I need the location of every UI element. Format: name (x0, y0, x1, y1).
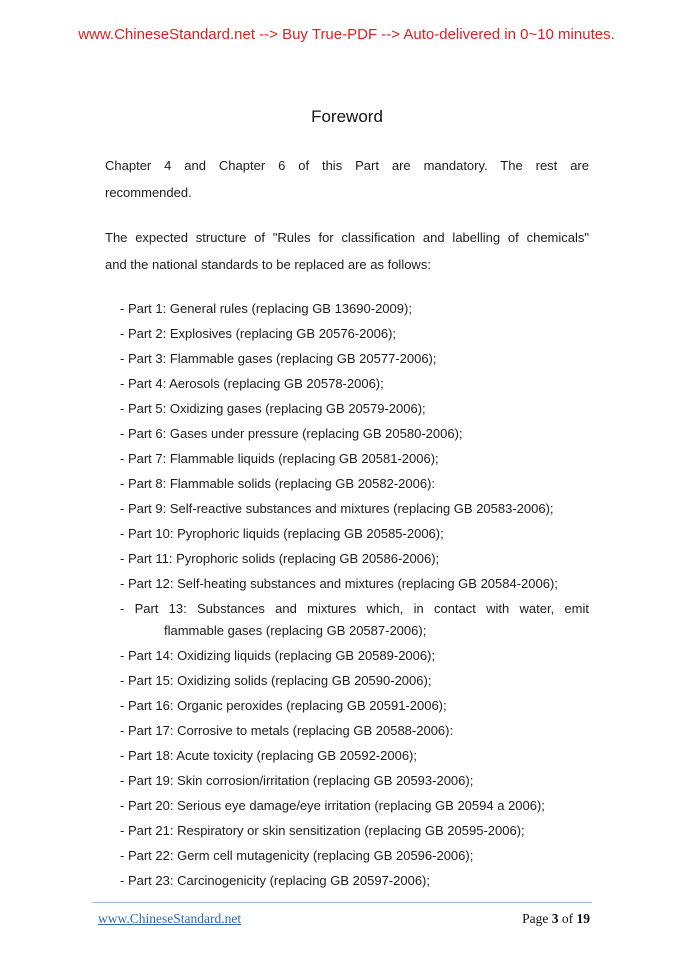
part-list-item: - Part 19: Skin corrosion/irritation (replacing GB 20593-2006); (120, 773, 474, 788)
paragraph (105, 152, 589, 206)
part-list-item: - Part 6: Gases under pressure (replacing GB 20580-2006); (120, 426, 463, 441)
part-list-item: - Part 15: Oxidizing solids (replacing GB 20590-2006); (120, 673, 432, 688)
part-list-item: - Part 14: Oxidizing liquids (replacing GB 20589-2006); (120, 648, 436, 663)
page-title: Foreword (311, 107, 383, 126)
parts-list (105, 296, 589, 893)
page-number-current: 3 (551, 911, 559, 926)
page-number-middle: of (561, 911, 574, 926)
part-list-item: - Part 11: Pyrophoric solids (replacing GB 20586-2006); (120, 551, 440, 566)
part-list-item: - Part 22: Germ cell mutagenicity (replacing GB 20596-2006); (120, 848, 474, 863)
part-list-item: - Part 2: Explosives (replacing GB 20576-2006); (120, 326, 397, 341)
part-list-item: - Part 18: Acute toxicity (replacing GB 20592-2006); (120, 748, 417, 763)
promo-banner-link[interactable]: www.ChineseStandard.net --> Buy True-PDF --> Auto-delivered in 0~10 minutes. (78, 26, 615, 43)
part-list-item-line1: - Part 13: Substances and mixtures which, in contact with water, emit (120, 601, 589, 616)
page-number-total: 19 (576, 911, 590, 926)
part-list-item: - Part 16: Organic peroxides (replacing GB 20591-2006); (120, 698, 447, 713)
part-list-item: - Part 10: Pyrophoric liquids (replacing GB 20585-2006); (120, 526, 444, 541)
paragraph-line: The expected structure of "Rules for classification and labelling of chemicals" (105, 230, 589, 245)
footer-divider (92, 902, 592, 903)
footer-site-link[interactable]: www.ChineseStandard.net (98, 911, 242, 926)
page-number-prefix: Page (522, 911, 549, 926)
intro-paragraphs (105, 152, 589, 278)
part-list-item: - Part 21: Respiratory or skin sensitization (replacing GB 20595-2006); (120, 823, 525, 838)
part-list-item: - Part 9: Self-reactive substances and mixtures (replacing GB 20583-2006); (120, 501, 554, 516)
paragraph-line: and the national standards to be replaced are as follows: (105, 257, 431, 272)
part-list-item-line2: flammable gases (replacing GB 20587-2006); (164, 623, 427, 638)
part-list-item: - Part 17: Corrosive to metals (replacing GB 20588-2006): (120, 723, 454, 738)
part-list-item: - Part 7: Flammable liquids (replacing GB 20581-2006); (120, 451, 439, 466)
paragraph-line: Chapter 4 and Chapter 6 of this Part are mandatory. The rest are (105, 158, 589, 173)
paragraph-line: recommended. (105, 185, 192, 200)
part-list-item: - Part 12: Self-heating substances and mixtures (replacing GB 20584-2006); (120, 576, 558, 591)
part-list-item: - Part 23: Carcinogenicity (replacing GB 20597-2006); (120, 873, 430, 888)
part-list-item: - Part 5: Oxidizing gases (replacing GB 20579-2006); (120, 401, 426, 416)
document-content (105, 106, 589, 893)
part-list-item: - Part 4: Aerosols (replacing GB 20578-2006); (120, 376, 384, 391)
part-list-item: - Part 3: Flammable gases (replacing GB 20577-2006); (120, 351, 437, 366)
part-list-item (105, 596, 589, 643)
page-number (522, 910, 590, 927)
part-list-item: - Part 1: General rules (replacing GB 13690-2009); (120, 301, 412, 316)
paragraph (105, 224, 589, 278)
part-list-item: - Part 20: Serious eye damage/eye irritation (replacing GB 20594 a 2006); (120, 798, 545, 813)
part-list-item: - Part 8: Flammable solids (replacing GB 20582-2006): (120, 476, 436, 491)
